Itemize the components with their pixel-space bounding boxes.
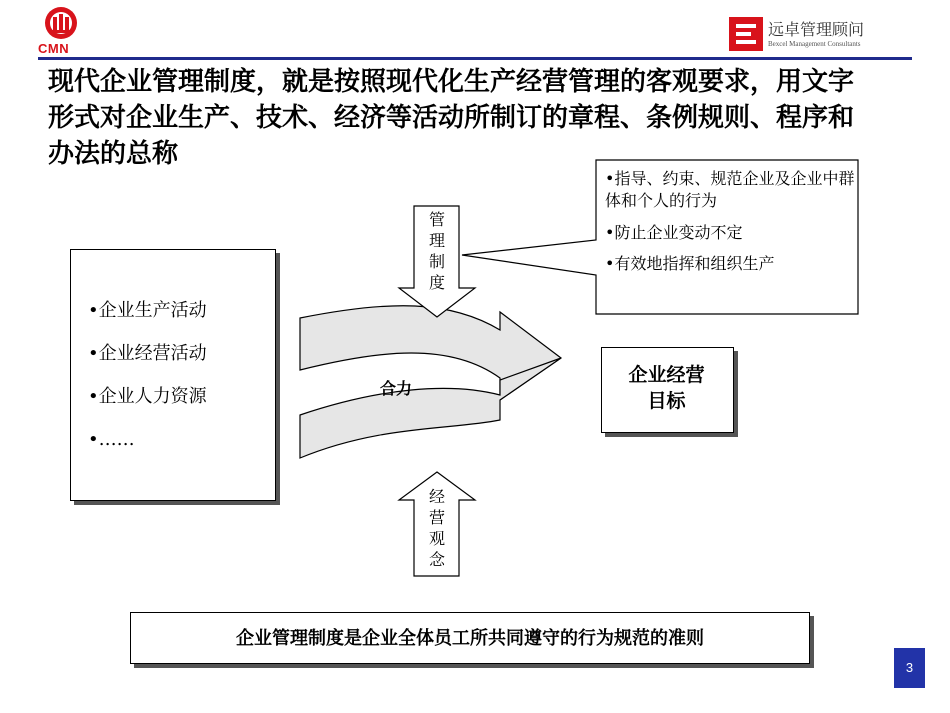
activity-item: •…… <box>88 429 135 450</box>
merge-arrow-lower <box>300 358 561 458</box>
cmn-logo-text: CMN <box>38 41 70 56</box>
bottom-arrow-label: 经 营 观 念 <box>428 487 445 569</box>
bexcel-brand-name: 远卓管理顾问 <box>768 20 865 39</box>
definition-text: 现代企业管理制度，就是按照现代化生产经营管理的客观要求，用文字形式对企业生产、技术、经济等活动所制订的章程、条例规则、程序和办法的总称 <box>48 67 855 169</box>
merge-arrow-upper <box>300 306 561 400</box>
conclusion-text: 企业管理制度是企业全体员工所共同遵守的行为规范的准则 <box>236 628 704 649</box>
callout-item: •指导、约束、规范企业及企业中群体和个人的行为 <box>605 169 855 210</box>
goal-text: 企业经营 目标 <box>628 364 705 412</box>
activity-item: •企业人力资源 <box>88 386 207 407</box>
activity-item: •企业生产活动 <box>88 300 207 321</box>
merge-label: 合力 <box>380 379 413 398</box>
top-arrow-label: 管 理 制 度 <box>428 210 445 292</box>
page-number-badge: 3 <box>894 648 925 688</box>
activity-item: •企业经营活动 <box>88 343 207 364</box>
callout-item: •有效地指挥和组织生产 <box>605 254 775 273</box>
callout-text <box>605 168 855 284</box>
callout-item: •防止企业变动不定 <box>605 223 743 242</box>
bexcel-brand-subtitle: Bexcel Management Consultants <box>768 40 861 48</box>
